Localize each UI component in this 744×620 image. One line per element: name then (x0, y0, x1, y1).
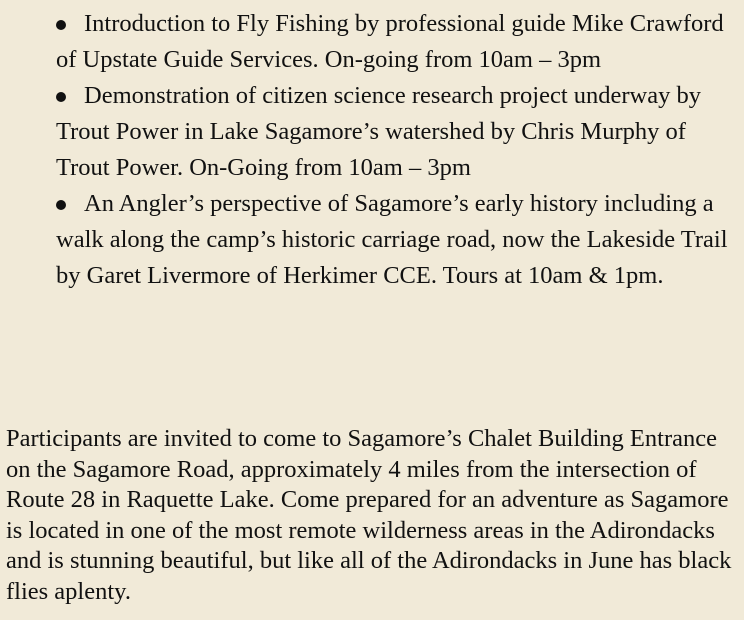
list-item (56, 78, 736, 186)
bullet-icon (56, 92, 66, 102)
event-text: An Angler’s perspective of Sagamore’s early history including a walk along the camp’s historic carriage road, now the Lakeside Trail by Garet Livermore of Herkimer CCE. Tours at 10am & 1pm. (56, 190, 728, 289)
bullet-icon (56, 20, 66, 30)
bullet-icon (56, 200, 66, 210)
event-text: Introduction to Fly Fishing by professional guide Mike Crawford of Upstate Guide Services. On-going from 10am – 3pm (56, 10, 724, 73)
event-list (56, 6, 736, 294)
list-item (56, 6, 736, 78)
list-item (56, 186, 736, 294)
participants-paragraph: Participants are invited to come to Sagamore’s Chalet Building Entrance on the Sagamore Road, approximately 4 miles from the intersection of Route 28 in Raquette Lake. Come prepared for an adventure as Sagamore is located in one of the most remote wilderness areas in the Adirondacks and is stunning beautiful, but like all of the Adirondacks in June has black flies aplenty. (6, 425, 732, 605)
event-text: Demonstration of citizen science research project underway by Trout Power in Lake Sagamore’s watershed by Chris Murphy of Trout Power. On-Going from 10am – 3pm (56, 82, 701, 181)
